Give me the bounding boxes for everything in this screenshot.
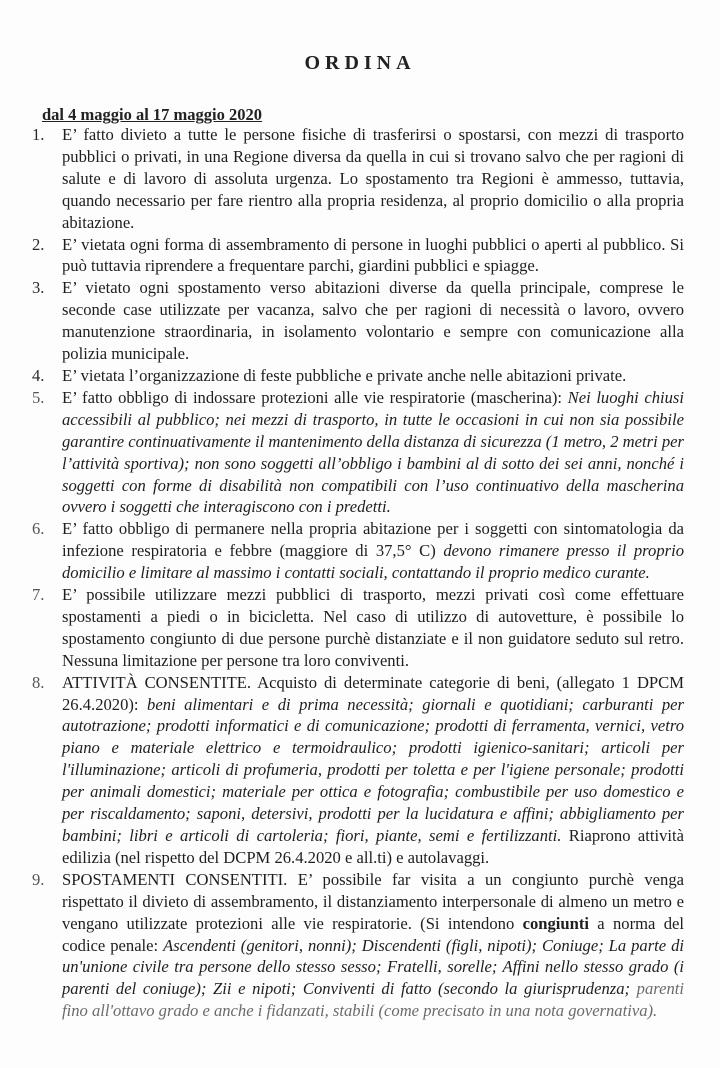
item-number: 6.: [32, 519, 45, 539]
list-item-4: [30, 365, 684, 387]
item-faded-text: parenti fino all'ottavo grado e anche i fidanzati, stabili (come precisato in una nota governativa).: [62, 979, 684, 1021]
item-body: E’ fatto divieto a tutte le persone fisiche di trasferirsi o spostarsi, con mezzi di trasporto pubblici o privati, in una Regione diversa da quella in cui si trovano salvo che per ragioni di salute e di lavoro di assoluta urgenza. Lo spostamento tra Regioni è ammesso, tuttavia, quando necessario per fare rientro alla propria residenza, al proprio domicilio o alla propria abitazione.: [62, 125, 684, 232]
item-bold-term: congiunti: [522, 913, 589, 933]
item-body: ATTIVITÀ CONSENTITE. Acquisto di determinate categorie di beni, (allegato 1 DPCM 26.4.2020):: [62, 672, 684, 714]
item-text: [62, 869, 684, 1022]
item-text: [62, 584, 684, 672]
item-number: 1.: [32, 125, 45, 144]
item-body: E’ fatto obbligo di indossare protezioni alle vie respiratorie (mascherina):: [62, 387, 568, 407]
item-number: 2.: [32, 234, 45, 254]
list-item-8: [30, 672, 684, 869]
item-number: 9.: [32, 869, 45, 889]
item-text: [62, 277, 684, 365]
item-italic-body: Nei luoghi chiusi accessibili al pubblico; nei mezzi di trasporto, in tutte le occasioni in cui non sia possibile garantire continuativamente il mantenimento della distanza di sicurezza (1 metro, 2 metri per l’attività sportiva); non sono soggetti all’obbligo i bambini al di sotto dei sei anni, nonché i soggetti con forme di disabilità non compatibili con l’uso continuativo della mascherina ovvero i soggetti che interagiscono con i predetti.: [62, 387, 684, 517]
item-number: 7.: [32, 585, 45, 605]
item-italic-body: Ascendenti (genitori, nonni); Discendenti (figli, nipoti); Coniuge; La parte di un'unione civile tra persone dello stesso sesso; Fratelli, sorelle; Affini nello stesso grado (i parenti del coniuge); Zii e nipoti; Conviventi di fatto (secondo la giurisprudenza;: [62, 935, 684, 999]
list-item-2: [30, 234, 684, 278]
list-item-5: [30, 387, 684, 518]
list-item-9: [30, 869, 684, 1022]
item-number: 3.: [32, 278, 45, 298]
item-text: [62, 518, 684, 584]
list-item-1: [30, 124, 684, 234]
item-body-continued: a norma del codice penale:: [62, 913, 684, 955]
item-text: [62, 365, 684, 387]
item-body: SPOSTAMENTI CONSENTITI. E’ possibile far visita a un congiunto purchè venga rispettato il divieto di assembramento, il distanziamento interpersonale di almeno un metro e vengano utilizzate protezioni alle vie respiratorie. (Si intendono: [62, 869, 684, 933]
item-body: E’ vietato ogni spostamento verso abitazioni diverse da quella principale, comprese le seconde case utilizzate per vacanza, salvo che per ragioni di necessità o lavoro, ovvero manutenzione straordinaria, in isolamento volontario e sempre con comunicazione alla polizia municipale.: [62, 278, 684, 364]
item-tail: Riaprono attività edilizia (nel rispetto del DCPM 26.4.2020 e all.ti) e autolavaggi.: [62, 826, 684, 867]
item-number: 5.: [32, 387, 45, 407]
item-body: E’ possibile utilizzare mezzi pubblici di trasporto, mezzi privati così come effettuare spostamenti a piedi o in bicicletta. Nel caso di utilizzo di autovetture, è possibile lo spostamento congiunto di due persone purchè distanziate e il non guidatore seduto sul retro. Nessuna limitazione per persone tra loro conviventi.: [62, 585, 684, 670]
item-text: [62, 672, 684, 869]
item-number: 8.: [32, 672, 45, 692]
list-item-7: [30, 584, 684, 672]
document-title: ORDINA: [304, 52, 416, 74]
item-italic-body: devono rimanere presso il proprio domicilio e limitare al massimo i contatti sociali, contattando il proprio medico curante.: [62, 541, 684, 583]
item-text: [62, 124, 684, 234]
item-italic-body: beni alimentari e di prima necessità; giornali e quotidiani; carburanti per autotrazione; prodotti informatici e di comunicazione; prodotti di ferramenta, vernici, vetro piano e materiale elettrico e termoidraulico; prodotti igienico-sanitari; articoli per l'illuminazione; articoli di profumeria, prodotti per toletta e per l'igiene personale; prodotti per animali domestici; materiale per ottica e fotografia; combustibile per uso domestico e per riscaldamento; saponi, detersivi, prodotti per la lucidatura e affini; abbigliamento per bambini; libri e articoli di cartoleria; fiori, piante, semi e fertilizzanti.: [62, 694, 684, 845]
item-text: [62, 387, 684, 518]
item-body: E’ fatto obbligo di permanere nella propria abitazione per i soggetti con sintomatologia da infezione respiratoria e febbre (maggiore di 37,5° C): [62, 519, 684, 561]
list-item-3: [30, 277, 684, 365]
list-item-6: [30, 518, 684, 584]
item-text: [62, 234, 684, 278]
item-number: 4.: [32, 365, 45, 385]
ordinance-list: [30, 124, 684, 1022]
item-body: E’ vietata ogni forma di assembramento di persone in luoghi pubblici o aperti al pubblico. Si può tuttavia riprendere a frequentare parchi, giardini pubblici e spiagge.: [62, 234, 684, 276]
validity-period: dal 4 maggio al 17 maggio 2020: [42, 105, 263, 124]
item-body: E’ vietata l’organizzazione di feste pubbliche e private anche nelle abitazioni private.: [62, 365, 627, 385]
